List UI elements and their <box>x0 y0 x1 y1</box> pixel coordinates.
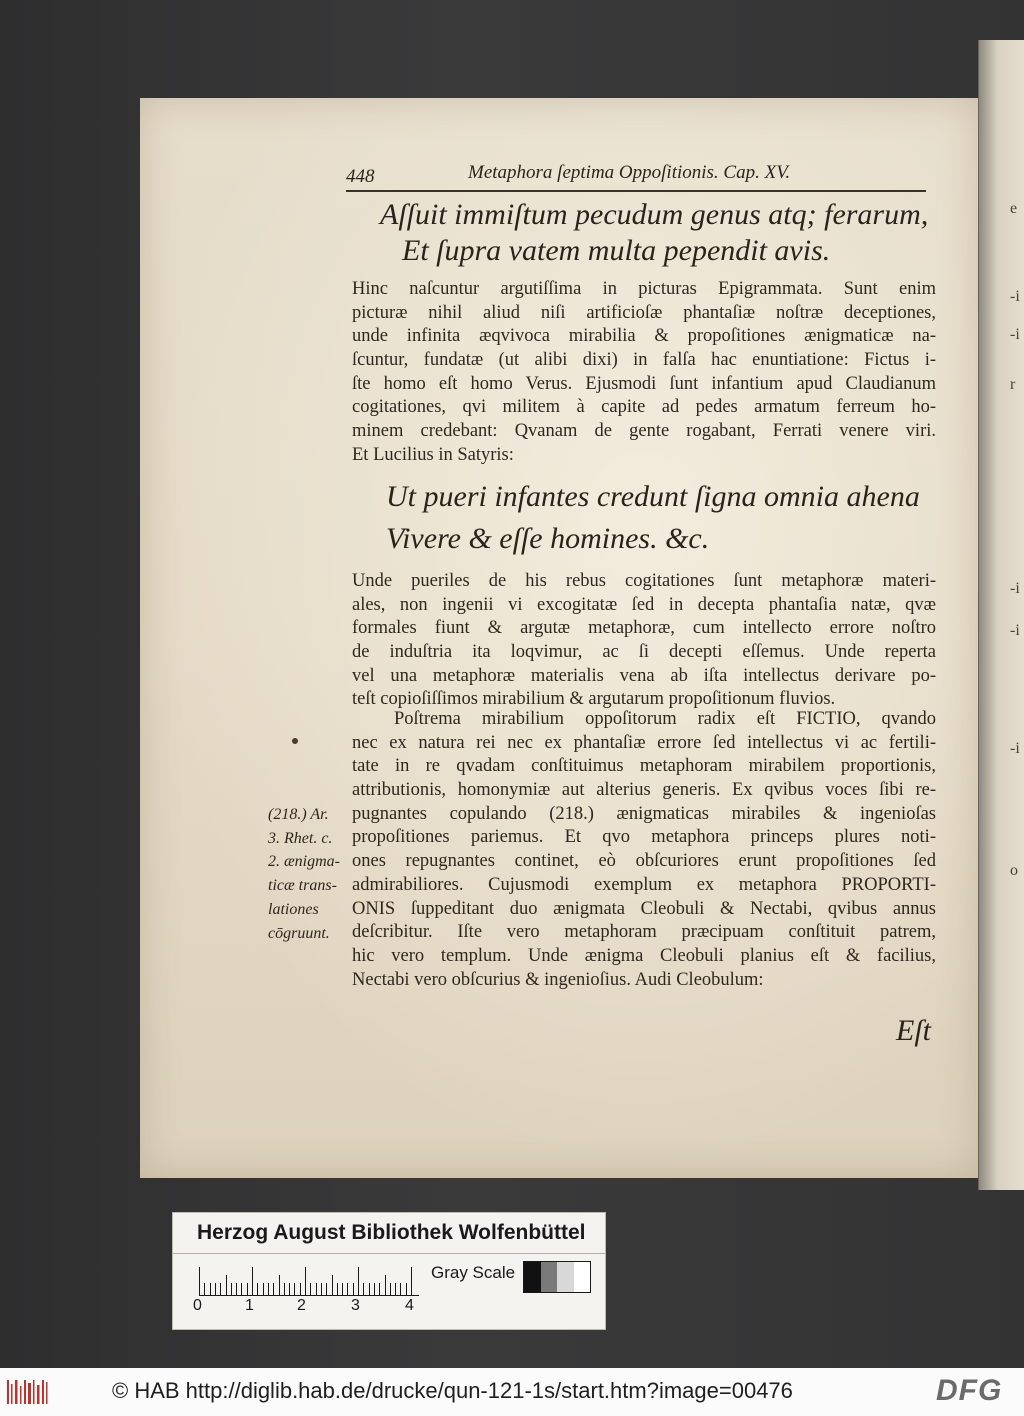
ink-speck <box>292 738 298 744</box>
paragraph-2 <box>352 570 936 712</box>
ruler-tick <box>241 1283 242 1295</box>
ruler-number: 2 <box>297 1297 306 1314</box>
ruler-tick <box>337 1283 338 1295</box>
facing-page-fragment: -i <box>1010 580 1020 597</box>
gray-swatch <box>524 1262 541 1292</box>
gray-swatch <box>557 1262 574 1292</box>
ruler-tick <box>310 1283 311 1295</box>
para2-line: vel una metaphoræ materialis vena ab iſta intellectus derivare po- <box>352 665 936 686</box>
ruler-tick <box>358 1267 359 1295</box>
ruler-numbers <box>193 1297 433 1317</box>
para2-line: Unde pueriles de his rebus cogitationes ſunt metaphoræ materi- <box>352 571 936 591</box>
para3-line: tate in re qvadam conſtituimus metaphoram mirabilem proportionis, <box>352 756 936 777</box>
ruler-tick <box>231 1283 232 1295</box>
facing-page-fragment: e <box>1010 200 1018 217</box>
gray-swatch <box>541 1262 558 1292</box>
ruler-tick <box>347 1283 348 1295</box>
facing-page-fragment: r <box>1010 376 1016 393</box>
para3-line: pugnantes copulando (218.) ænigmaticas mirabiles & ingenioſas <box>352 803 936 824</box>
ruler-tick <box>220 1283 221 1295</box>
ruler-number: 1 <box>245 1297 254 1314</box>
para3-line: attributionis, homonymiæ aut alterius generis. Ex qvibus voces ſibi re- <box>352 780 936 801</box>
ruler-tick <box>252 1267 253 1295</box>
para2-line: de induſtria ita loqvimur, ac ſi decepti eſſemus. Unde reperta <box>352 642 936 663</box>
running-title: Metaphora ſeptima Oppoſitionis. Cap. XV. <box>468 162 791 183</box>
para3-line: ONIS ſuppeditant duo ænigmata Cleobuli & Nectabi, qvibus annus <box>352 898 936 919</box>
ruler-tick <box>204 1283 205 1295</box>
ruler-tick <box>294 1283 295 1295</box>
paragraph-1 <box>352 278 936 468</box>
ruler-tick <box>199 1267 200 1295</box>
ruler-tick <box>236 1283 237 1295</box>
para1-line: Et Lucilius in Satyris: <box>352 444 514 465</box>
ruler-tick <box>406 1283 407 1295</box>
gray-swatch <box>574 1262 591 1292</box>
hab-card-title: Herzog August Bibliothek Wolfenbüttel <box>197 1221 586 1244</box>
ruler-tick <box>300 1283 301 1295</box>
para3-line: propoſitiones pariemus. Et qvo metaphora princeps plures noti- <box>352 827 936 848</box>
margin-note <box>268 803 348 945</box>
para3-line: Nectabi vero obſcurius & ingenioſius. Audi Cleobulum: <box>352 969 764 990</box>
ruler-tick <box>363 1283 364 1295</box>
barcode-icon <box>6 1378 48 1406</box>
paragraph-3 <box>352 708 936 992</box>
hab-card-rule <box>173 1253 605 1254</box>
ruler-tick <box>385 1275 386 1295</box>
ruler-tick <box>316 1283 317 1295</box>
ruler-number: 0 <box>193 1297 202 1314</box>
ruler-tick <box>210 1283 211 1295</box>
ruler-tick <box>369 1283 370 1295</box>
ruler-tick <box>400 1283 401 1295</box>
ruler-tick <box>379 1283 380 1295</box>
para3-line: admirabiliores. Cujusmodi exemplum ex metaphora PROPORTI- <box>352 874 936 895</box>
dfg-logo: DFG <box>936 1374 1003 1407</box>
header-rule <box>346 190 926 192</box>
ruler-tick <box>332 1275 333 1295</box>
margin-note-line: ticæ trans- <box>268 877 337 895</box>
para1-line: unde infinita æqvivoca mirabilia & propoſitiones ænigmaticæ na- <box>352 326 936 347</box>
verse1-line1: Aſſuit immiſtum pecudum genus atq; ferarum, <box>380 198 929 231</box>
para1-line: Hinc naſcuntur argutiſſima in picturas Epigrammata. Sunt enim <box>352 279 936 299</box>
ruler-tick <box>284 1283 285 1295</box>
verse1-line2: Et ſupra vatem multa pependit avis. <box>402 234 831 267</box>
ruler-tick <box>247 1283 248 1295</box>
para2-line: formales fiunt & argutæ metaphoræ, cum intellecto errore noſtro <box>352 618 936 639</box>
book-page <box>140 98 978 1178</box>
para3-line: deſcribitur. Iſte vero metaphoram præcipuam conſtituit patrem, <box>352 922 936 943</box>
para3-line: Poſtrema mirabilium oppoſitorum radix eſt FICTIO, qvando <box>394 709 936 729</box>
para3-line: hic vero templum. Unde ænigma Cleobuli planius eſt & facilius, <box>352 945 936 966</box>
para1-line: ſcuntur, fundatæ (ut alibi dixi) in falſa hac enuntiatione: Fictus i- <box>352 350 936 371</box>
facing-page-fragment: -i <box>1010 288 1020 305</box>
copyright-link[interactable]: © HAB http://diglib.hab.de/drucke/qun-121-1s/start.htm?image=00476 <box>112 1378 793 1403</box>
margin-note-line: 2. ænigma- <box>268 853 340 871</box>
verse2-line1: Ut pueri infantes credunt ſigna omnia ahena <box>386 480 920 513</box>
margin-note-line: 3. Rhet. c. <box>268 829 333 847</box>
ruler-tick <box>374 1283 375 1295</box>
para2-line: teſt copioſiſſimos mirabilium & argutarum propoſitionum fluvios. <box>352 689 836 710</box>
facing-page-fragment: -i <box>1010 622 1020 639</box>
para3-line: ones repugnantes continet, eò obſcuriores erunt propoſitiones ſed <box>352 851 936 872</box>
ruler-tick <box>226 1275 227 1295</box>
ruler-tick <box>257 1283 258 1295</box>
ruler-tick <box>353 1283 354 1295</box>
ruler-tick <box>263 1283 264 1295</box>
margin-note-line: lationes <box>268 900 319 918</box>
ruler-tick <box>268 1283 269 1295</box>
measurement-ruler <box>199 1265 419 1296</box>
facing-page-fragment: -i <box>1010 326 1020 343</box>
gray-scale-swatches <box>523 1261 591 1293</box>
para2-line: ales, non ingenii vi excogitatæ ſed in decepta phantaſia natæ, qvæ <box>352 594 936 615</box>
ruler-tick <box>321 1283 322 1295</box>
ruler-tick <box>411 1267 412 1295</box>
catchword: Eſt <box>896 1014 931 1047</box>
ruler-number: 4 <box>405 1297 414 1314</box>
running-header <box>346 162 926 194</box>
para1-line: cogitationes, qvi militem à capite ad pedes armatum ferreum ho- <box>352 397 936 418</box>
verse2-line2: Vivere & eſſe homines. &c. <box>386 522 710 555</box>
margin-note-line: cōgruunt. <box>268 924 330 942</box>
ruler-tick <box>305 1267 306 1295</box>
margin-note-line: (218.) Ar. <box>268 806 329 823</box>
hab-color-card <box>172 1212 606 1330</box>
ruler-tick <box>390 1283 391 1295</box>
para1-line: minem credebant: Qvanam de gente rogabant, Ferrati venere viri. <box>352 421 936 442</box>
ruler-tick <box>342 1283 343 1295</box>
facing-page-fragment: o <box>1010 862 1018 879</box>
ruler-tick <box>279 1275 280 1295</box>
ruler-number: 3 <box>351 1297 360 1314</box>
ruler-tick <box>395 1283 396 1295</box>
para1-line: ſte homo eſt homo Verus. Ejusmodi ſunt infantium apud Claudianum <box>352 373 936 394</box>
viewer-footer <box>0 1368 1024 1416</box>
para3-line: nec ex natura rei nec ex phantaſiæ errore ſed intellectus vi ac fertili- <box>352 732 936 753</box>
page-number: 448 <box>346 166 375 187</box>
ruler-tick <box>215 1283 216 1295</box>
ruler-tick <box>273 1283 274 1295</box>
ruler-tick <box>326 1283 327 1295</box>
facing-page-fragment: -i <box>1010 740 1020 757</box>
gray-scale-label: Gray Scale <box>431 1263 516 1282</box>
ruler-tick <box>289 1283 290 1295</box>
para1-line: picturæ nihil aliud niſi artificioſæ phantaſiæ noſtræ deceptiones, <box>352 302 936 323</box>
